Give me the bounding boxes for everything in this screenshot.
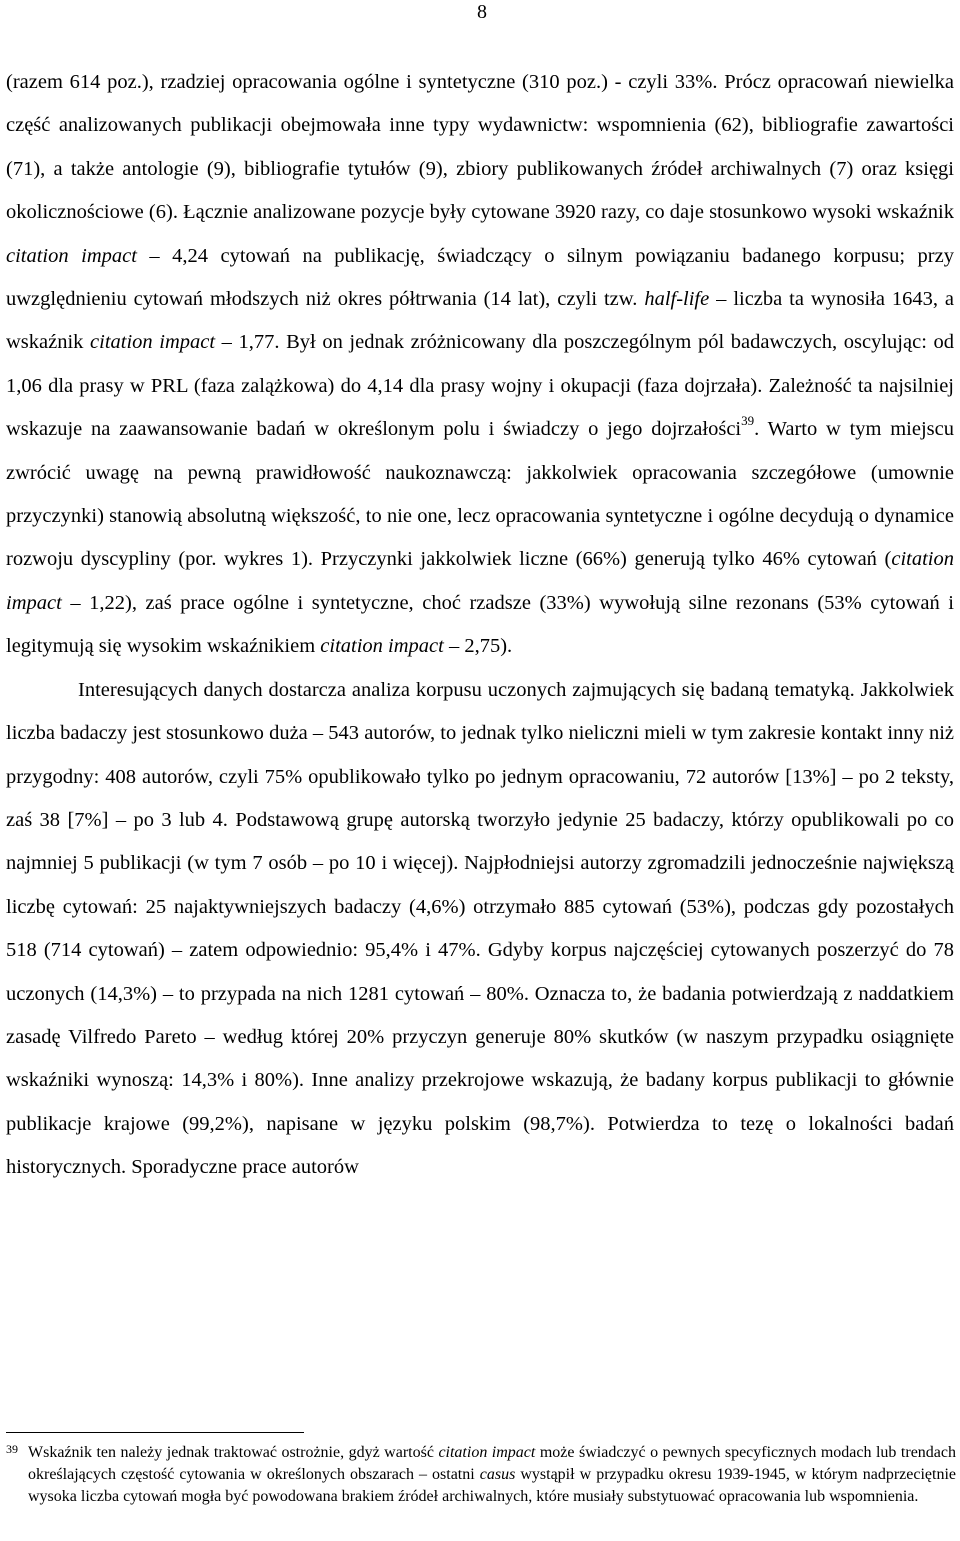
italic-term: citation impact [6,548,954,614]
italic-term: citation impact [438,1444,536,1461]
footnote-text [28,1442,956,1508]
footnote-separator [6,1432,304,1433]
text-run: – 1,22), zaś prace ogólne i syntetyczne, choć rzadsze (33%) wywołują silne rezonans (53% cytowań i legitymują się wysokim wskaźnikiem [6,591,954,658]
text-run: Interesujących danych dostarcza analiza korpusu uczonych zajmujących się badaną tematyką. Jakkolwiek liczba badaczy jest stosunkowo duża – 543 autorów, to jednak tylko nieliczni mieli w tym zakresie kontakt inny niż przygodny: 408 autorów, czyli 75% opublikowało tylko po jednym opracowaniu, 72 autorów [13%] – po 2 teksty, zaś 38 [7%] – po 3 lub 4. Podstawową grupę autorską tworzyło jedynie 25 badaczy, którzy opublikowali po co najmniej 5 publikacji (w tym 7 osób – po 10 i więcej). Najpłodniejsi autorzy zgromadzili jednocześnie największą liczbę cytowań: 25 najaktywniejszych badaczy (4,6%) otrzymało 885 cytowań (53%), podczas gdy pozostałych 518 (714 cytowań) – zatem odpowiednio: 95,4% i 47%. Gdyby korpus najczęściej cytowanych poszerzyć do 78 uczonych (14,3%) – to przypada na nich 1281 cytowań – 80%. Oznacza to, że badania potwierdzają z naddatkiem zasadę Vilfredo Pareto – według której 20% przyczyn generuje 80% skutków (w naszym przypadku osiągnięte wskaźniki wynoszą: 14,3% i 80%). Inne analizy przekrojowe wskazują, że badany korpus publikacji to głównie publikacje krajowe (99,2%), napisane w języku polskim (98,7%). Potwierdza to tezę o lokalności badań historycznych. Sporadyczne prace autorów [6,678,954,1179]
text-run: Wskaźnik ten należy jednak traktować ostrożnie, gdyż wartość [28,1444,439,1461]
body-text [6,61,954,1190]
italic-term: half-life [644,288,710,311]
italic-term: citation impact [6,244,137,267]
italic-term: citation impact [90,331,216,354]
footnote [6,1442,956,1508]
footnote-reference: 39 [741,413,755,429]
text-run: . Warto w tym miejscu zwrócić uwagę na pewną prawidłowość naukoznawczą: jakkolwiek opracowania szczegółowe (umownie przyczynki) stanowią absolutną większość, to nie one, lecz opracowania syntetyczne i ogólne decydują o dynamice rozwoju dyscypliny (por. wykres 1). Przyczynki jakkolwiek liczne (66%) generują tylko 46% cytowań ( [6,418,954,571]
text-run: – 2,75). [443,635,513,658]
paragraph-1 [6,61,954,669]
footnote-number: 39 [6,1442,18,1456]
text-run: – liczba ta wynosiła 1643, a wskaźnik [6,288,954,354]
text-run: może świadczyć o pewnych specyficznych modach lub trendach określających częstość cytowania w określonych obszarach – ostatni [28,1444,956,1483]
text-run: – 1,77. Był on jednak zróżnicowany dla poszczególnym pól badawczych, oscylując: od 1,06 dla prasy w PRL (faza zalążkowa) do 4,14 dla prasy wojny i okupacji (faza dojrzała). Zależność ta najsilniej wskazuje na zaawansowanie badań w określonym polu i świadczy o jego dojrzałości [6,331,954,441]
text-run: (razem 614 poz.), rzadziej opracowania ogólne i syntetyczne (310 poz.) - czyli 33%. Prócz opracowań niewielka część analizowanych publikacji obejmowała inne typy wydawnictw: wspomnienia (62), bibliografie zawartości (71), a także antologie (9), bibliografie tytułów (9), zbiory publikowanych źródeł archiwalnych (7) oraz księgi okolicznościowe (6). Łącznie analizowane pozycje były cytowane 3920 razy, co daje stosunkowo wysoki wskaźnik [6,71,954,224]
italic-term: casus [479,1466,516,1483]
italic-term: citation impact [320,635,444,658]
paragraph-2 [6,669,954,1190]
text-run: – 4,24 cytowań na publikację, świadczący o silnym powiązaniu badanego korpusu; przy uwzględnieniu cytowań młodszych niż okres półtrwania (14 lat), czyli tzw. [6,244,954,311]
page-number: 8 [477,1,487,23]
text-run: wystąpił w przypadku okresu 1939-1945, w którym nadprzeciętnie wysoka liczba cytowań mogła być powodowana brakiem źródeł archiwalnych, które musiały substytuować opracowania lub wspomnienia. [28,1466,956,1505]
